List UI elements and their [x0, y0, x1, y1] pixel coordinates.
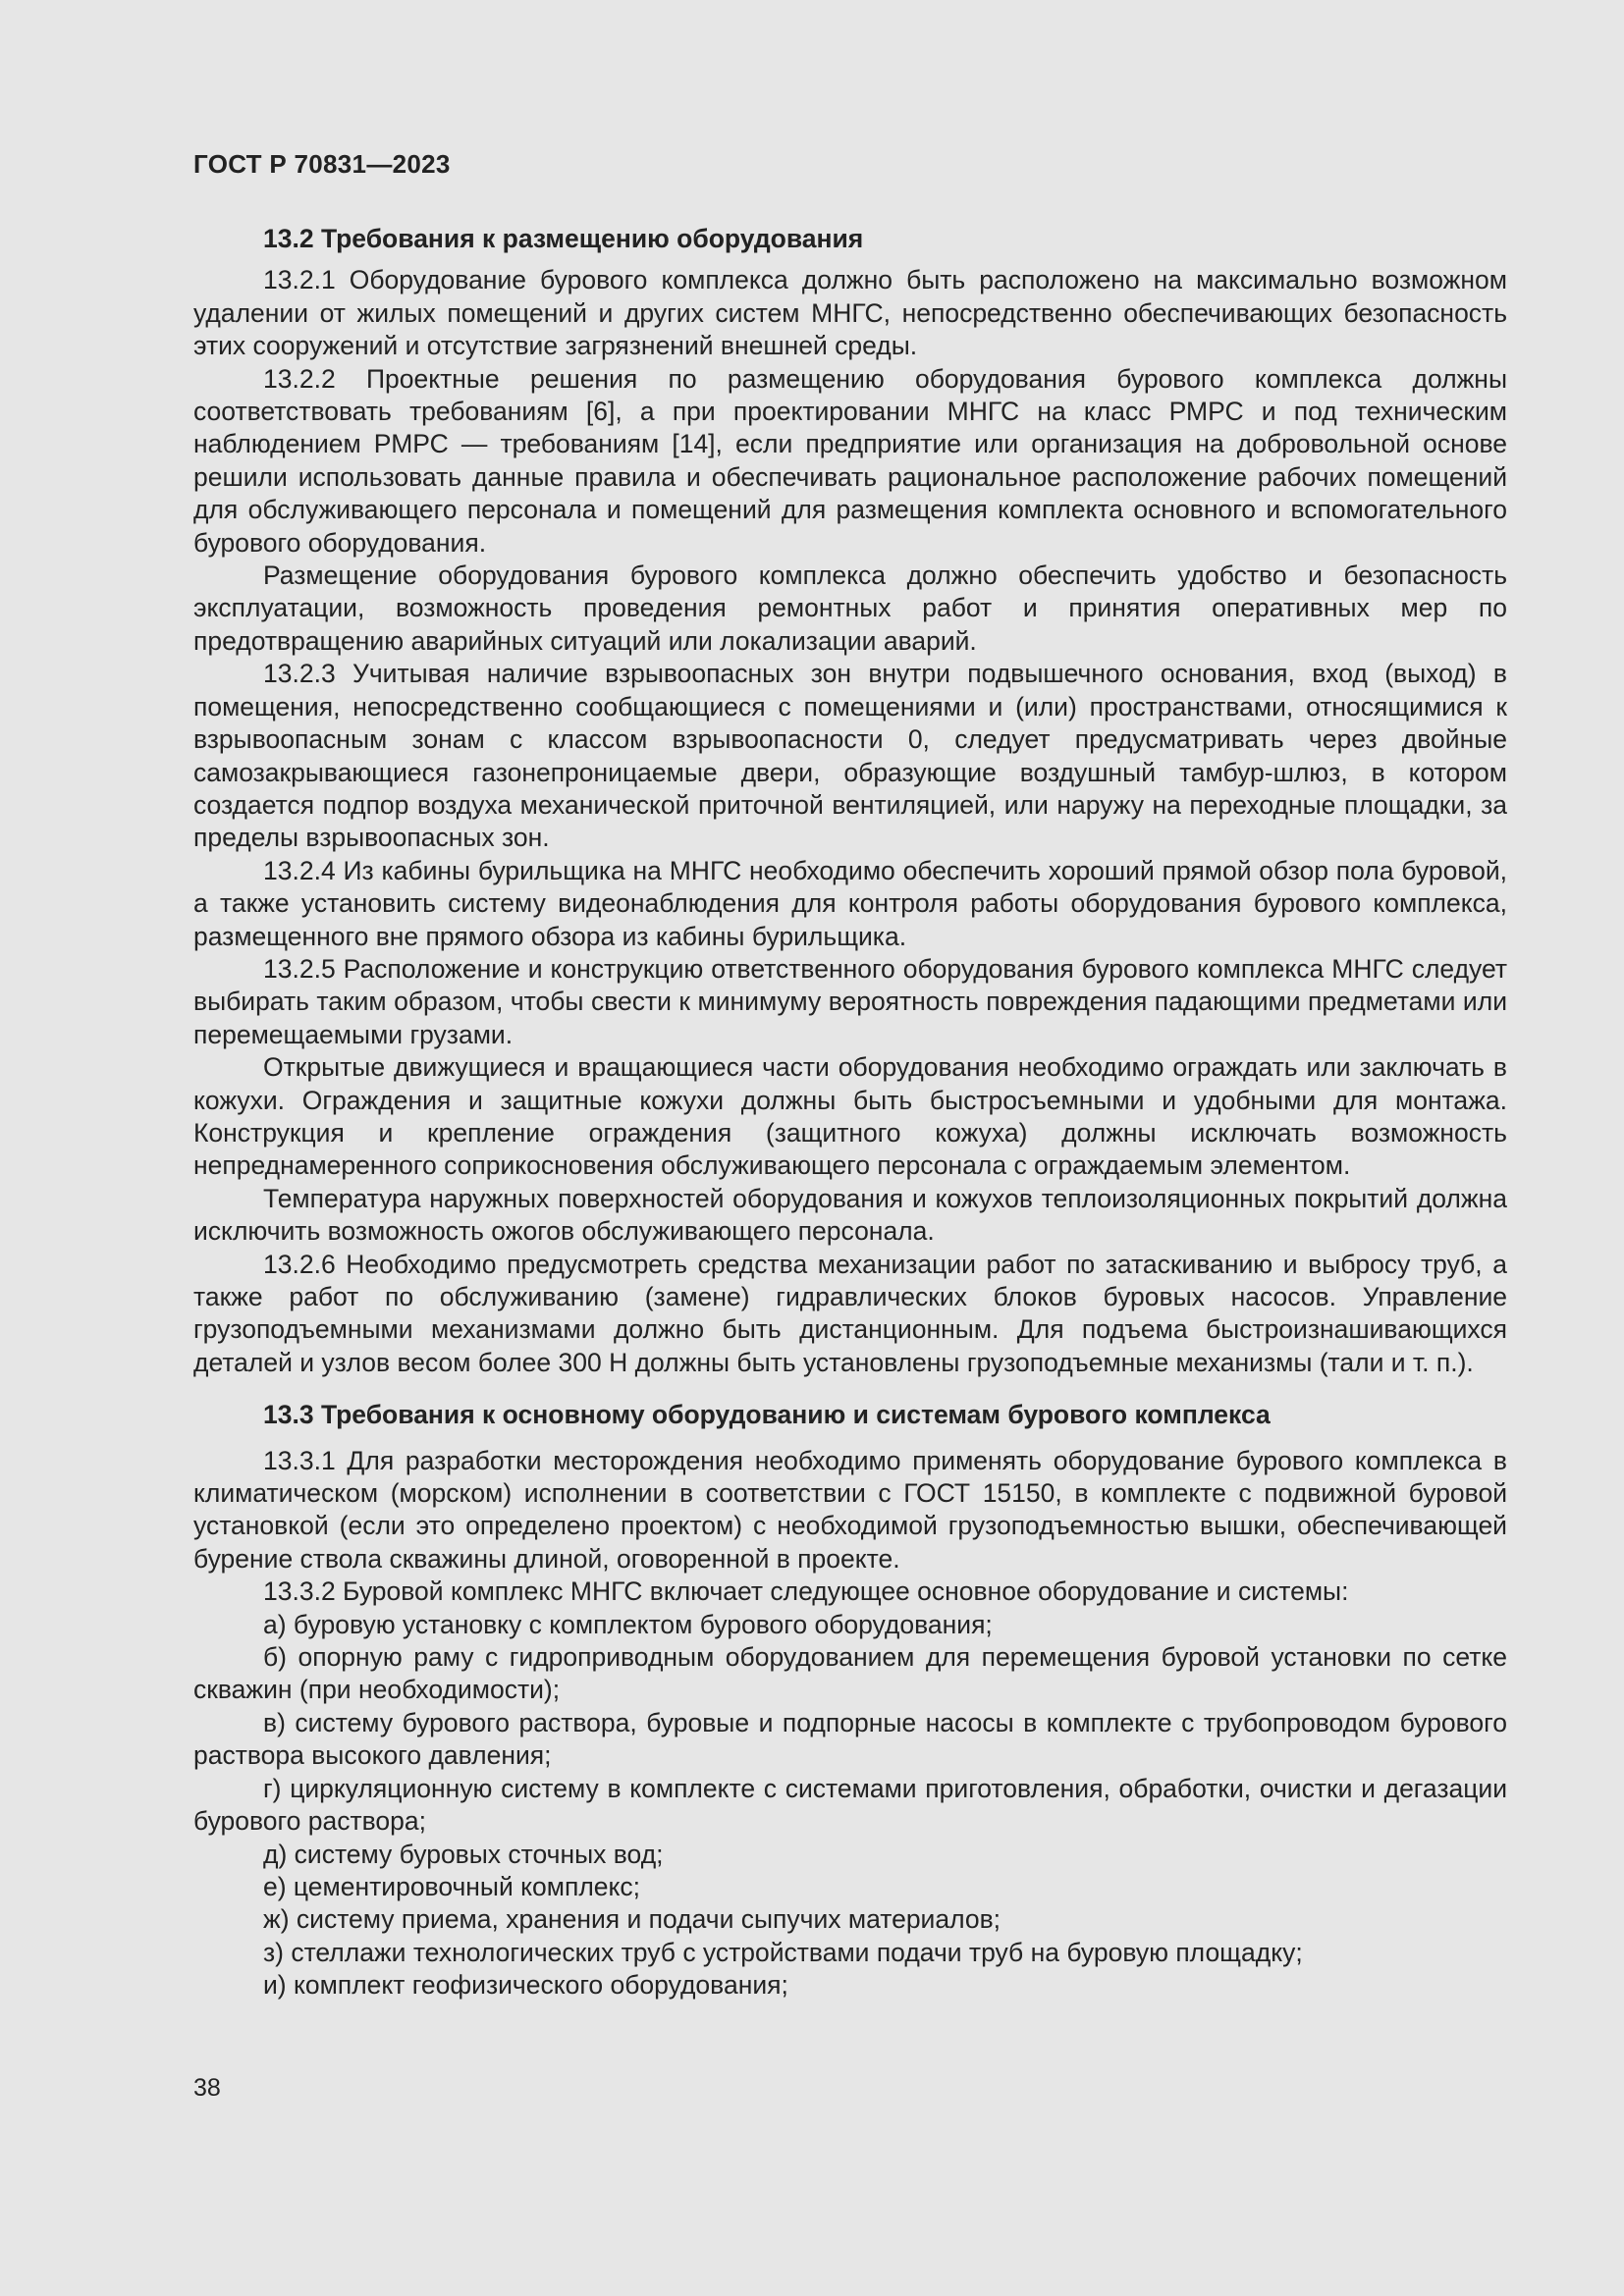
list-item-g: г) циркуляционную систему в комплекте с системами приготовления, обработки, очистки и дегазации бурового раствора; — [193, 1773, 1507, 1837]
section-heading-13-2: 13.2 Требования к размещению оборудования — [263, 224, 864, 253]
paragraph-13-2-4: 13.2.4 Из кабины бурильщика на МНГС необходимо обеспечить хороший прямой обзор пола буровой, а также установить систему видеонаблюдения для контроля работы оборудования бурового комплекса, размещенного вне прямого обзора из кабины бурильщика. — [193, 855, 1507, 951]
list-item-z: з) стеллажи технологических труб с устройствами подачи труб на буровую площадку; — [263, 1937, 1303, 1967]
list-item-e: е) цементировочный комплекс; — [263, 1871, 641, 1901]
list-item-i: и) комплект геофизического оборудования; — [263, 1970, 788, 2001]
list-item-zh: ж) систему приема, хранения и подачи сыпучих материалов; — [263, 1904, 1001, 1935]
list-item-a: а) буровую установку с комплектом бурового оборудования; — [263, 1609, 993, 1639]
paragraph-13-3-1: 13.3.1 Для разработки месторождения необходимо применять оборудование бурового комплекса в климатическом (морском) исполнении в соответствии с ГОСТ 15150, в комплекте с подвижной буровой установкой (если это определено проектом) с необходимой грузоподъемностью вышки, обеспечивающей бурение ствола скважины длиной, оговоренной в проекте. — [193, 1445, 1507, 1574]
paragraph-13-2-6: 13.2.6 Необходимо предусмотреть средства механизации работ по затаскиванию и выбросу труб, а также работ по обслуживанию (замене) гидравлических блоков буровых насосов. Управление грузоподъемными механизмами должно быть дистанционным. Для подъема быстроизнашивающихся деталей и узлов весом более 300 Н должны быть установлены грузоподъемные механизмы (тали и т. п.). — [193, 1249, 1507, 1377]
paragraph-13-2-1: 13.2.1 Оборудование бурового комплекса должно быть расположено на максимально возможном удалении от жилых помещений и других систем МНГС, непосредственно обеспечивающих безопасность этих сооружений и отсутствие загрязнений внешней среды. — [193, 265, 1507, 361]
paragraph-placement: Размещение оборудования бурового комплекса должно обеспечить удобство и безопасность эксплуатации, возможность проведения ремонтных работ и принятия оперативных мер по предотвращению аварийных ситуаций или локализации аварий. — [193, 561, 1507, 656]
list-item-d: д) систему буровых сточных вод; — [263, 1839, 664, 1869]
paragraph-13-2-5: 13.2.5 Расположение и конструкцию ответственного оборудования бурового комплекса МНГС следует выбирать таким образом, чтобы свести к минимуму вероятность повреждения падающими предметами или перемещаемыми грузами. — [193, 953, 1507, 1049]
page-content — [193, 223, 1507, 2002]
list-item-v: в) систему бурового раствора, буровые и подпорные насосы в комплекте с трубопроводом бурового раствора высокого давления; — [193, 1707, 1507, 1771]
paragraph-guards: Открытые движущиеся и вращающиеся части оборудования необходимо ограждать или заключать в кожухи. Ограждения и защитные кожухи должны быть быстросъемными и удобными для монтажа. Конструкция и крепление ограждения (защитного кожуха) должны исключать возможность непреднамеренного соприкосновения обслуживающего персонала с ограждаемым элементом. — [193, 1052, 1507, 1181]
page-number: 38 — [193, 2074, 221, 2102]
section-heading-13-3: 13.3 Требования к основному оборудованию и системам бурового комплекса — [263, 1400, 1271, 1430]
paragraph-13-2-3: 13.2.3 Учитывая наличие взрывоопасных зон внутри подвышечного основания, вход (выход) в помещения, непосредственно сообщающиеся с помещениями и (или) пространствами, относящимися к взрывоопасным зонам с классом взрывоопасности 0, следует предусматривать через двойные самозакрывающиеся газонепроницаемые двери, образующие воздушный тамбур-шлюз, в котором создается подпор воздуха механической приточной вентиляцией, или наружу на переходные площадки, за пределы взрывоопасных зон. — [193, 659, 1507, 853]
document-header: ГОСТ Р 70831—2023 — [193, 149, 451, 179]
paragraph-13-3-2: 13.3.2 Буровой комплекс МНГС включает следующее основное оборудование и системы: — [263, 1576, 1349, 1607]
list-item-b: б) опорную раму с гидроприводным оборудованием для перемещения буровой установки по сетке скважин (при необходимости); — [193, 1642, 1507, 1705]
paragraph-temperature: Температура наружных поверхностей оборудования и кожухов теплоизоляционных покрытий должна исключить возможность ожогов обслуживающего персонала. — [193, 1183, 1507, 1247]
paragraph-13-2-2: 13.2.2 Проектные решения по размещению оборудования бурового комплекса должны соответствовать требованиям [6], а при проектировании МНГС на класс РМРС и под техническим наблюдением РМРС — требованиям [14], если предприятие или организация на добровольной основе решили использовать данные правила и обеспечивать рациональное расположение рабочих помещений для обслуживающего персонала и помещений для размещения комплекта основного и вспомогательного бурового оборудования. — [193, 363, 1507, 558]
